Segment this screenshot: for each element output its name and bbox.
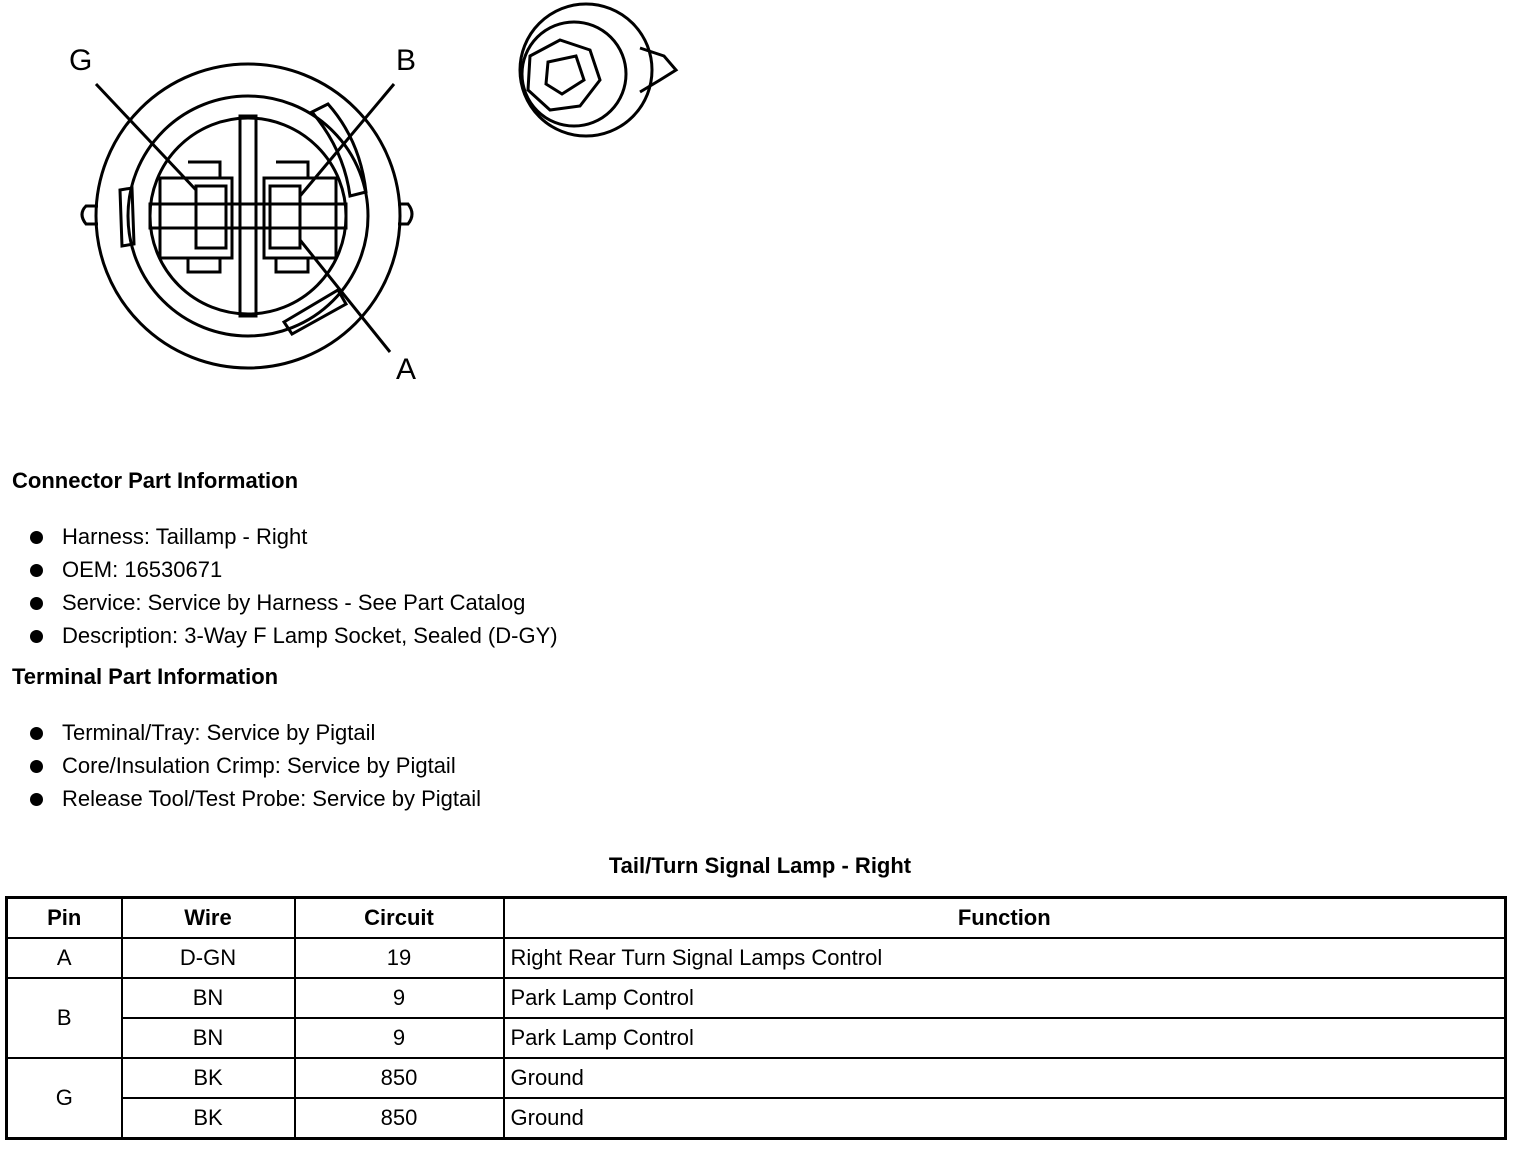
list-item: Release Tool/Test Probe: Service by Pigtail	[28, 784, 481, 817]
lamp-socket-view	[520, 4, 676, 136]
circuit-cell: 9	[295, 1018, 504, 1058]
list-item: OEM: 16530671	[28, 555, 558, 588]
pinout-table	[5, 896, 1507, 1140]
connector-part-title: Connector Part Information	[12, 468, 299, 493]
wire-cell: BN	[122, 1018, 295, 1058]
circuit-cell: 850	[295, 1098, 504, 1139]
pin-cell: G	[7, 1058, 122, 1139]
function-cell: Ground	[504, 1058, 1506, 1098]
connector-diagram	[0, 0, 720, 420]
circuit-cell: 850	[295, 1058, 504, 1098]
table-row	[7, 978, 1506, 1018]
wire-cell: D-GN	[122, 938, 295, 978]
header-circuit: Circuit	[295, 898, 504, 939]
terminal-part-title: Terminal Part Information	[12, 664, 279, 689]
header-function: Function	[504, 898, 1506, 939]
header-pin: Pin	[7, 898, 122, 939]
list-item: Description: 3-Way F Lamp Socket, Sealed (D-GY)	[28, 621, 558, 654]
list-item: Service: Service by Harness - See Part Catalog	[28, 588, 558, 621]
connector-face-drawing	[0, 0, 720, 420]
wire-cell: BN	[122, 978, 295, 1018]
pin-cell: A	[7, 938, 122, 978]
table-row	[7, 938, 1506, 978]
list-item: Harness: Taillamp - Right	[28, 522, 558, 555]
table-row	[7, 1058, 1506, 1098]
circuit-cell: 9	[295, 978, 504, 1018]
pin-cell: B	[7, 978, 122, 1058]
function-cell: Right Rear Turn Signal Lamps Control	[504, 938, 1506, 978]
wire-cell: BK	[122, 1098, 295, 1139]
pin-label-a: A	[396, 353, 417, 386]
function-cell: Park Lamp Control	[504, 1018, 1506, 1058]
table-title: Tail/Turn Signal Lamp - Right	[608, 853, 912, 878]
connector-part-list	[28, 522, 558, 654]
list-item: Core/Insulation Crimp: Service by Pigtail	[28, 751, 481, 784]
list-item: Terminal/Tray: Service by Pigtail	[28, 718, 481, 751]
terminal-part-list	[28, 718, 481, 817]
header-wire: Wire	[122, 898, 295, 939]
table-row	[7, 1098, 1506, 1139]
table-header-row	[7, 898, 1506, 939]
function-cell: Ground	[504, 1098, 1506, 1139]
table-row	[7, 1018, 1506, 1058]
pin-label-g: G	[69, 44, 93, 77]
circuit-cell: 19	[295, 938, 504, 978]
pin-label-b: B	[396, 44, 417, 77]
wire-cell: BK	[122, 1058, 295, 1098]
function-cell: Park Lamp Control	[504, 978, 1506, 1018]
